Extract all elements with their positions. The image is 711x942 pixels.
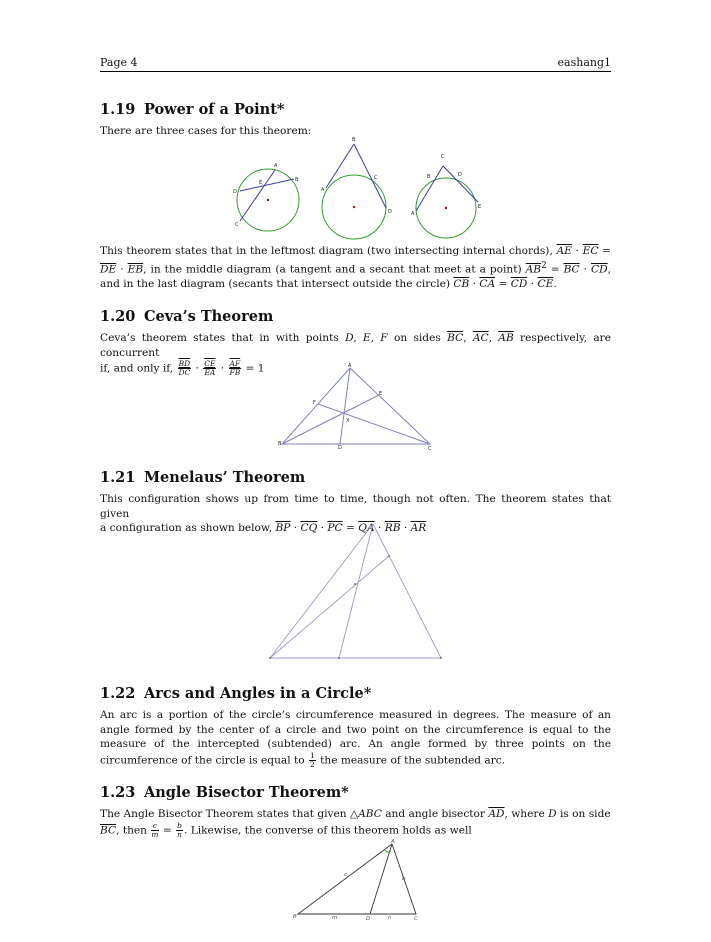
ceva-triangle-diagram <box>278 362 438 452</box>
menelaus-statement: This configuration shows up from time to time, though not often. The theorem states that given a configuration as shown below, $\overline{BP} \cdot \overline{CQ} \cdot \overline{PC} = \overline{QA} \cdot \overline{RB} \cdot \overline{AR}$ <box>100 493 611 534</box>
svg-text:C: C <box>235 222 239 228</box>
section-heading-angle-bisector: 1.23 Angle Bisector Theorem* <box>100 784 349 801</box>
svg-text:D: D <box>388 209 392 215</box>
svg-text:B: B <box>278 441 282 447</box>
page-header <box>100 56 611 72</box>
svg-text:m: m <box>332 915 338 921</box>
svg-text:b: b <box>402 876 406 882</box>
svg-text:C: C <box>374 175 378 181</box>
section-heading-ceva: 1.20 Ceva’s Theorem <box>100 308 274 325</box>
svg-text:C: C <box>428 446 432 452</box>
power-statement: This theorem states that in the leftmost diagram (two intersecting internal chords), $\overline{AE} \cdot \overline{EC} = \overline{DE} \cdot \overline{EB}$, in the middle diagram (a tangent and a secant that meet at a point) $\overline{AB}^2 = \overline{BC} \cdot \overline{CD}$, and in the last diagram (secants that intersect outside the circle) $\overline{CB} \cdot \overline{CA} = \overline{CD} \cdot \overline{CE}$. <box>100 245 612 290</box>
svg-text:B: B <box>352 137 356 143</box>
arcs-statement: An arc is a portion of the circle’s circumference measured in degrees. The measure of an angle formed by the center of a circle and two point on the circumference is equal to the measure of the intercepted (subtended) arc. An angle formed by three points on the circumference of the circle is equal to $\frac{1}{2}$ the measure of the subtended arc. <box>100 709 611 769</box>
svg-text:A: A <box>321 187 325 193</box>
svg-text:D: D <box>233 189 237 195</box>
author-name: eashang1 <box>557 56 611 69</box>
section-heading-menelaus: 1.21 Menelaus’ Theorem <box>100 469 306 486</box>
svg-text:B: B <box>427 174 431 180</box>
svg-text:A: A <box>348 363 352 369</box>
svg-text:F: F <box>313 400 316 406</box>
section-heading-power-of-a-point: 1.19 Power of a Point* <box>100 101 285 118</box>
ceva-statement: Ceva’s theorem states that in with points D, E, F on sides $\overline{BC}$, $\overline{AC}$, $\overline{AB}$ respectively, are concurrent if, and only if, $\frac{\overline{BD}}{DC}$ · $\frac{\overline{CE}}{EA}$ · $\frac{\overline{AF}}{FB}$ = 1 <box>100 332 611 377</box>
bisector-statement: The Angle Bisector Theorem states that given △ABC and angle bisector $\overline{AD}$, where D is on side $\overline{BC}$, then $\frac{c}{m}$ = $\frac{b}{n}$ . Likewise, the converse of this theorem holds as well <box>100 808 611 839</box>
svg-text:D: D <box>338 445 342 451</box>
svg-text:B: B <box>295 177 299 183</box>
page-number: Page 4 <box>100 56 138 69</box>
svg-text:E: E <box>379 391 383 397</box>
power-of-point-diagram <box>222 136 492 228</box>
power-intro: There are three cases for this theorem: <box>100 125 312 137</box>
angle-bisector-diagram <box>290 838 430 922</box>
section-heading-arcs: 1.22 Arcs and Angles in a Circle* <box>100 685 372 702</box>
svg-text:A: A <box>391 839 395 845</box>
menelaus-diagram <box>265 522 445 664</box>
svg-text:E: E <box>478 204 482 210</box>
svg-text:X: X <box>346 418 350 424</box>
svg-text:n: n <box>388 915 392 921</box>
svg-text:C: C <box>414 916 418 922</box>
svg-text:D: D <box>458 172 462 178</box>
svg-text:A: A <box>411 211 415 217</box>
svg-text:C: C <box>441 154 445 160</box>
svg-text:E: E <box>259 180 263 186</box>
svg-text:B: B <box>293 914 297 920</box>
svg-text:c: c <box>344 872 348 878</box>
label-a: A <box>274 163 278 169</box>
svg-text:D: D <box>366 916 371 922</box>
